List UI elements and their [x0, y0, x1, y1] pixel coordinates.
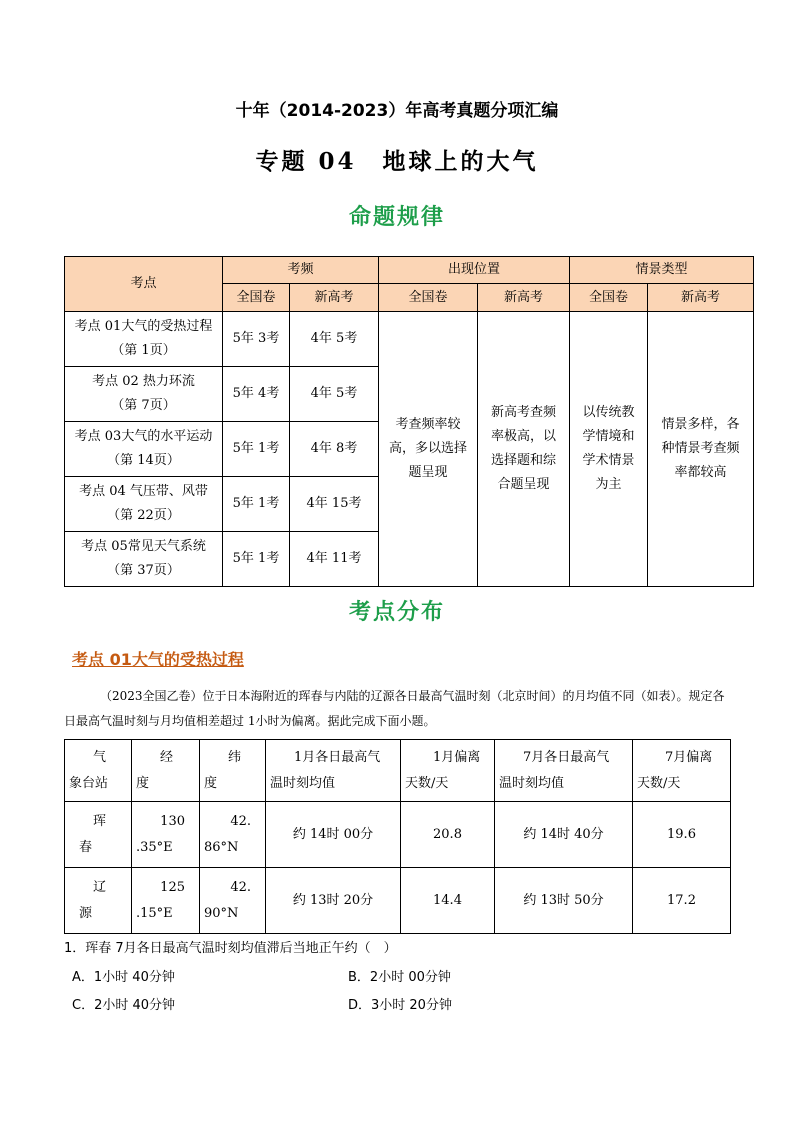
topic-name: 考点 05常见天气系统	[81, 539, 206, 554]
station-name: 珲 春	[65, 802, 132, 868]
new-gaokao-frequency: 4年 15考	[290, 477, 379, 532]
topic-page: （第 7页）	[111, 398, 176, 413]
header-scene-type: 情景类型	[570, 257, 754, 284]
longitude-cell: 125 .15°E	[132, 868, 200, 934]
jan-deviation-value: 14.4	[401, 868, 495, 934]
subheader-new-gaokao: 新高考	[290, 284, 379, 312]
jul-deviation-value: 19.6	[633, 802, 731, 868]
header-station: 气 象台站	[65, 740, 132, 802]
subheader-new-gaokao: 新高考	[478, 284, 570, 312]
section-heading-distribution: 考点分布	[348, 600, 445, 625]
topic-cell	[65, 532, 223, 587]
new-gaokao-frequency: 4年 5考	[290, 312, 379, 367]
topic-cell	[65, 312, 223, 367]
subheader-national: 全国卷	[570, 284, 648, 312]
station-name: 辽 源	[65, 868, 132, 934]
latitude-cell: 42. 90°N	[200, 868, 266, 934]
jan-time-value: 约 14时 00分	[266, 802, 401, 868]
position-national: 考查频率较高，多以选择题呈现	[379, 312, 478, 587]
topic-page: （第 1页）	[111, 343, 176, 358]
topic-cell	[65, 477, 223, 532]
header-longitude: 经 度	[132, 740, 200, 802]
weather-station-table	[64, 739, 731, 934]
header-jan-deviation: 1月偏离 天数/天	[401, 740, 495, 802]
new-gaokao-frequency: 4年 11考	[290, 532, 379, 587]
position-new-gaokao: 新高考查频率极高，以选择题和综合题呈现	[478, 312, 570, 587]
topic-page: （第 22页）	[107, 508, 180, 523]
scene-new-gaokao: 情景多样，各种情景考查频率都较高	[648, 312, 754, 587]
national-frequency: 5年 4考	[223, 367, 290, 422]
header-jul-time: 7月各日最高气 温时刻均值	[495, 740, 633, 802]
option-b[interactable]: B．2小时 00分钟	[348, 970, 451, 985]
jul-deviation-value: 17.2	[633, 868, 731, 934]
jul-time-value: 约 13时 50分	[495, 868, 633, 934]
subheader-new-gaokao: 新高考	[648, 284, 754, 312]
national-frequency: 5年 1考	[223, 422, 290, 477]
topic-page: （第 14页）	[107, 453, 180, 468]
topic-name: 考点 01大气的受热过程	[74, 319, 213, 334]
header-jul-deviation: 7月偏离 天数/天	[633, 740, 731, 802]
national-frequency: 5年 1考	[223, 477, 290, 532]
header-kaodian: 考点	[65, 257, 223, 312]
new-gaokao-frequency: 4年 5考	[290, 367, 379, 422]
section-heading-rules: 命题规律	[348, 205, 445, 230]
national-frequency: 5年 1考	[223, 532, 290, 587]
latitude-cell: 42. 86°N	[200, 802, 266, 868]
jan-deviation-value: 20.8	[401, 802, 495, 868]
jan-time-value: 约 13时 20分	[266, 868, 401, 934]
subheader-national: 全国卷	[223, 284, 290, 312]
national-frequency: 5年 3考	[223, 312, 290, 367]
topic-name: 考点 02 热力环流	[92, 374, 195, 389]
question-1: 1．珲春 7月各日最高气温时刻均值滞后当地正午约（ ）	[64, 941, 397, 956]
topic-cell	[65, 422, 223, 477]
topic-cell	[65, 367, 223, 422]
longitude-cell: 130 .35°E	[132, 802, 200, 868]
header-jan-time: 1月各日最高气 温时刻均值	[266, 740, 401, 802]
option-d[interactable]: D．3小时 20分钟	[348, 998, 452, 1013]
question-stem: （2023全国乙卷）位于日本海附近的珲春与内陆的辽源各日最高气温时刻（北京时间）的月均值不同（如表）。规定各日最高气温时刻与月均值相差超过 1小时为偏离。据此完成下面小题。	[64, 689, 725, 728]
jul-time-value: 约 14时 40分	[495, 802, 633, 868]
subheader-national: 全国卷	[379, 284, 478, 312]
option-c[interactable]: C．2小时 40分钟	[72, 998, 176, 1013]
topic-name: 考点 03大气的水平运动	[74, 429, 213, 444]
scene-national: 以传统教学情境和学术情景为主	[570, 312, 648, 587]
header-position: 出现位置	[379, 257, 570, 284]
topic-name: 考点 04 气压带、风带	[79, 484, 208, 499]
topic-01-heading: 考点 01大气的受热过程	[72, 650, 244, 669]
option-a[interactable]: A．1小时 40分钟	[72, 970, 175, 985]
document-title: 十年（2014-2023）年高考真题分项汇编	[235, 101, 559, 121]
topic-page: （第 37页）	[107, 563, 180, 578]
exam-pattern-table	[64, 256, 754, 587]
header-latitude: 纬 度	[200, 740, 266, 802]
header-frequency: 考频	[223, 257, 379, 284]
topic-title: 专题 04 地球上的大气	[255, 148, 539, 175]
new-gaokao-frequency: 4年 8考	[290, 422, 379, 477]
